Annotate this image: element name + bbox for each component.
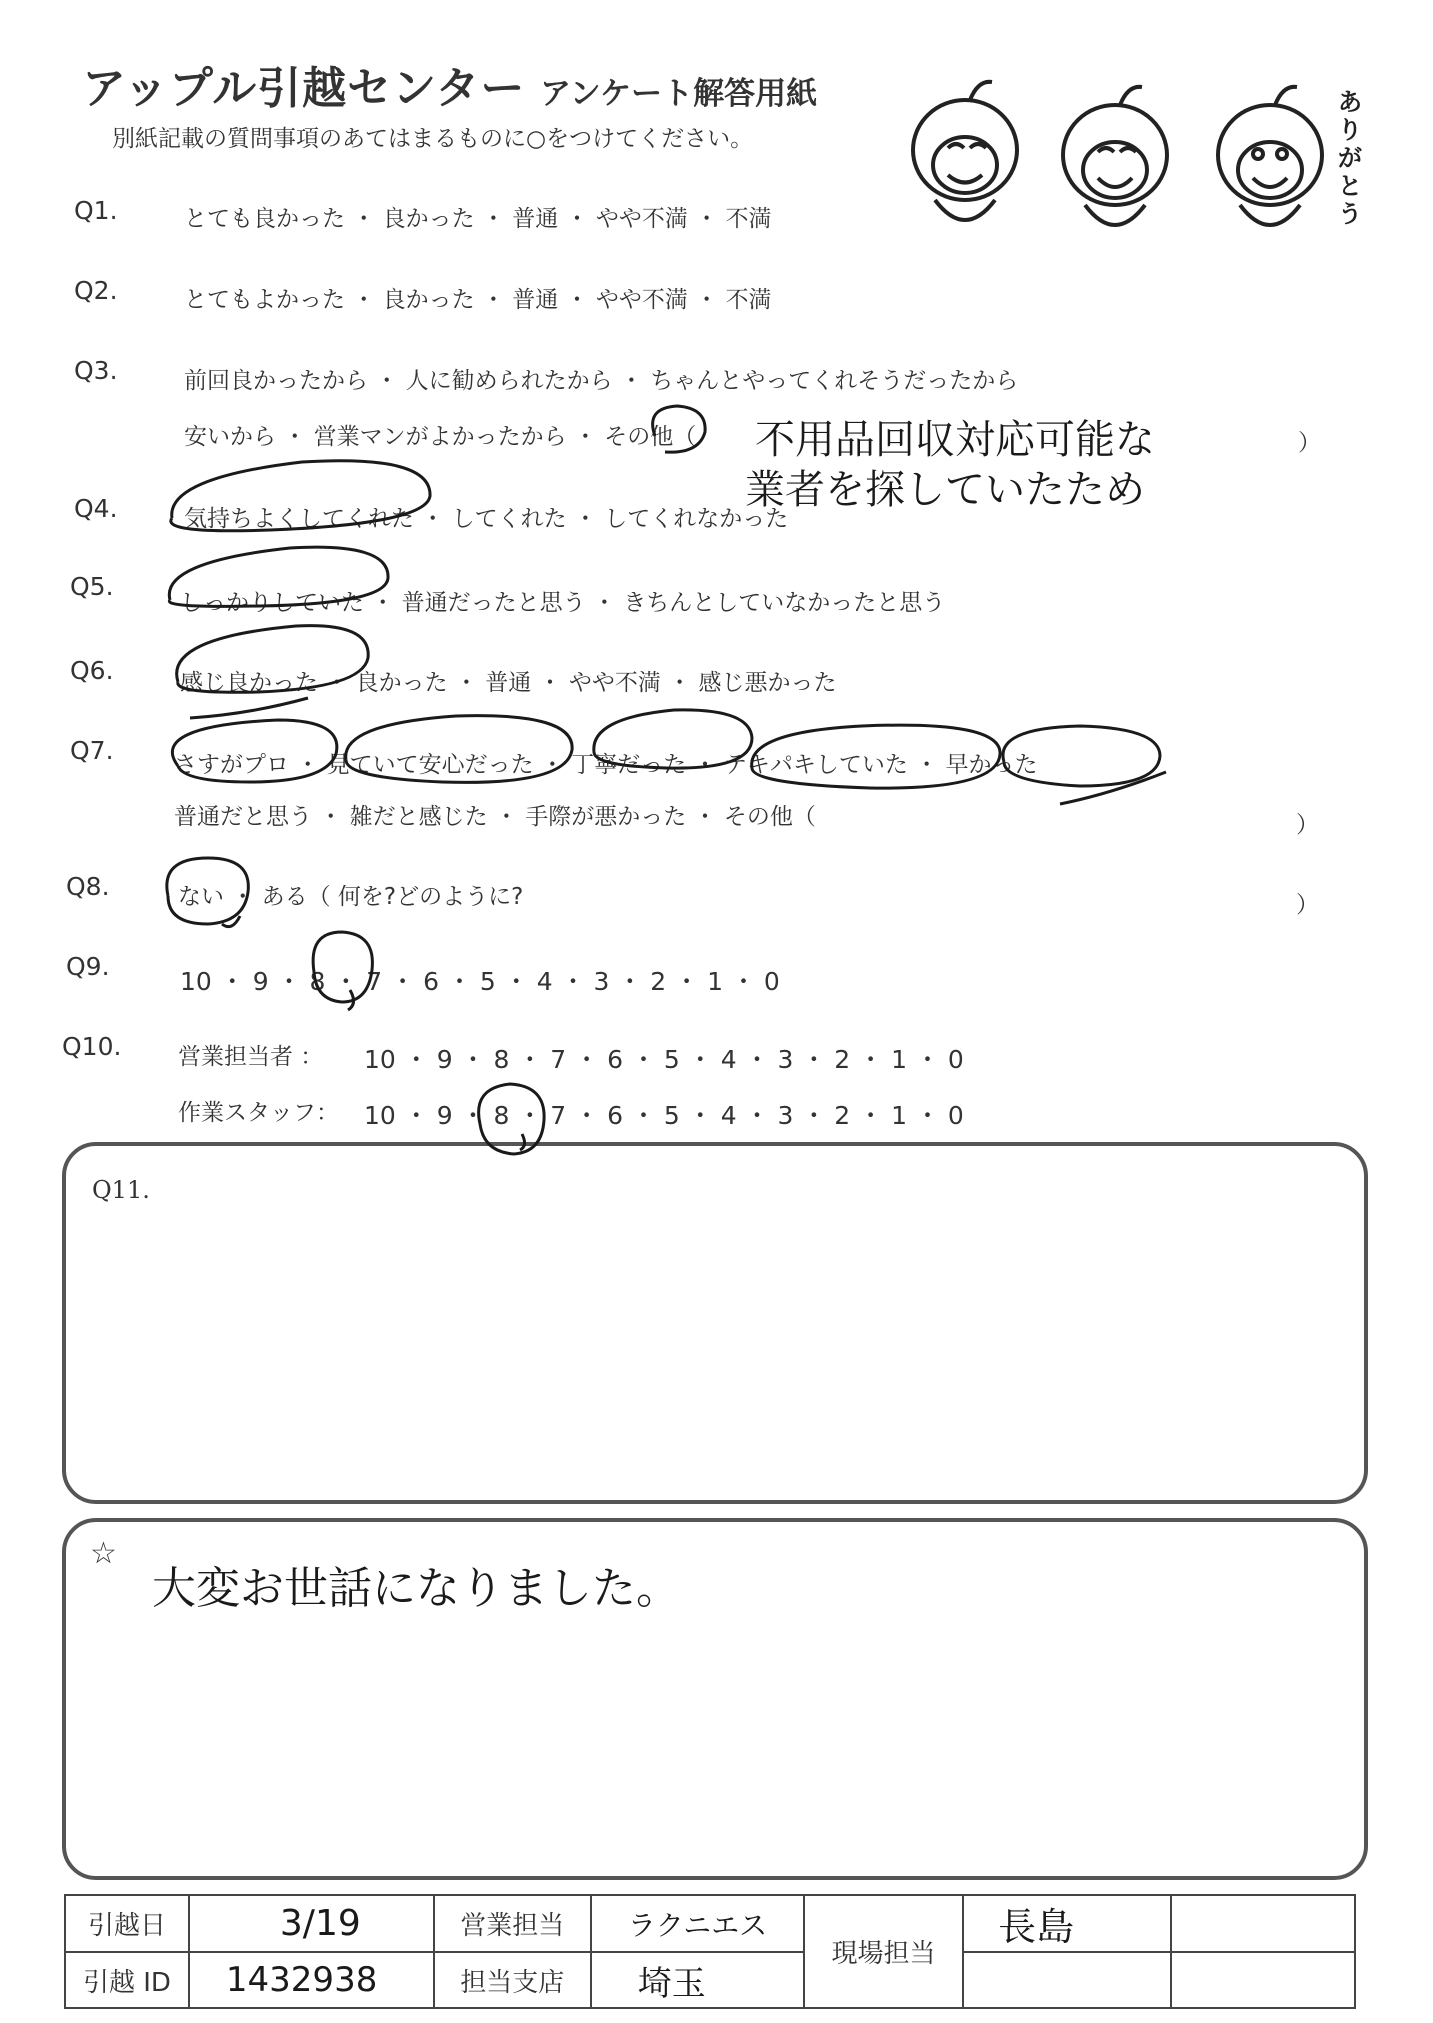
handwritten-comment: 大変お世話になりました。 [152, 1563, 680, 1614]
move-date-value: 3/19 [279, 1903, 361, 1944]
q1-options: とても良かった ・ 良かった ・ 普通 ・ やや不満 ・ 不満 [184, 206, 772, 232]
q8-label: Q8. [66, 872, 110, 901]
move-id-label: 引越 ID [65, 1952, 189, 2008]
form-subtitle: アンケート解答用紙 [540, 76, 818, 112]
site-rep-cell-3[interactable] [963, 1952, 1171, 2008]
q6-options: 感じ良かった ・ 良かった ・ 普通 ・ やや不満 ・ 感じ悪かった [180, 670, 837, 696]
star-icon: ☆ [90, 1536, 117, 1571]
q7-options-line1: さすがプロ ・ 見ていて安心だった ・ 丁寧だった ・ テキパキしていた ・ 早かった [174, 752, 1038, 778]
site-rep-cell-4[interactable] [1171, 1952, 1355, 2008]
sales-rep-value: ラクニエス [627, 1908, 768, 1942]
site-rep-label: 現場担当 [804, 1895, 963, 2008]
move-date-label: 引越日 [65, 1895, 189, 1952]
q4-options: 気持ちよくしてくれた ・ してくれた ・ してくれなかった [184, 506, 789, 532]
q3-options-line1: 前回良かったから ・ 人に勧められたから ・ ちゃんとやってくれそうだったから [184, 368, 1019, 394]
q9-scale: 10 ・ 9 ・ 8 ・ 7 ・ 6 ・ 5 ・ 4 ・ 3 ・ 2 ・ 1 ・ 0 [180, 967, 780, 996]
move-date-cell[interactable] [189, 1895, 434, 1952]
q7-options-line2: 普通だと思う ・ 雑だと感じた ・ 手際が悪かった ・ その他（ [174, 804, 816, 830]
q1-label: Q1. [74, 196, 118, 225]
site-rep-cell[interactable] [963, 1895, 1171, 1952]
move-id-cell[interactable] [189, 1952, 434, 2008]
q10-sales-label: 営業担当者 ： [178, 1044, 324, 1070]
branch-cell[interactable] [591, 1952, 804, 2008]
branch-label: 担当支店 [434, 1952, 591, 2008]
footer-table [64, 1894, 1356, 2009]
q2-options: とてもよかった ・ 良かった ・ 普通 ・ やや不満 ・ 不満 [184, 287, 772, 313]
q6-label: Q6. [70, 656, 114, 685]
form-instruction: 別紙記載の質問事項のあてはまるものに○をつけてください。 [112, 126, 754, 152]
branch-value: 埼玉 [637, 1963, 706, 2004]
q11-label: Q11. [92, 1176, 150, 1204]
site-rep-cell-2[interactable] [1171, 1895, 1355, 1952]
q3-options-line2: 安いから ・ 営業マンがよかったから ・ その他（ [184, 424, 697, 450]
q2-label: Q2. [74, 276, 118, 305]
q5-options: しっかりしていた ・ 普通だったと思う ・ きちんとしていなかったと思う [180, 590, 946, 616]
q5-label: Q5. [70, 572, 114, 601]
q10-label: Q10. [62, 1032, 122, 1061]
q3-close-paren: ） [1298, 430, 1321, 456]
q10-staff-scale: 10 ・ 9 ・ 8 ・ 7 ・ 6 ・ 5 ・ 4 ・ 3 ・ 2 ・ 1 ・ 0 [364, 1101, 964, 1130]
move-id-value: 1432938 [225, 1960, 378, 2000]
q9-label: Q9. [66, 952, 110, 981]
q8-close-paren: ） [1296, 892, 1319, 918]
q10-sales-scale: 10 ・ 9 ・ 8 ・ 7 ・ 6 ・ 5 ・ 4 ・ 3 ・ 2 ・ 1 ・ 0 [364, 1045, 964, 1074]
q8-options: ない ・ ある（ 何を?どのように? [178, 884, 524, 910]
q10-staff-label: 作業スタッフ： [178, 1100, 339, 1126]
q4-label: Q4. [74, 494, 118, 523]
sales-rep-label: 営業担当 [434, 1895, 591, 1952]
q3-label: Q3. [74, 356, 118, 385]
mascot-illustration [900, 70, 1360, 260]
q7-close-paren: ） [1296, 812, 1319, 838]
q11-answer-box[interactable] [62, 1142, 1368, 1504]
company-title: アップル引越センター [82, 63, 526, 114]
sales-rep-cell[interactable] [591, 1895, 804, 1952]
site-rep-value: 長島 [998, 1905, 1075, 1949]
q3-handwritten-line2: 業者を探していたため [745, 467, 1145, 513]
q7-label: Q7. [70, 736, 114, 765]
mascot-caption: ありがとう [1338, 88, 1362, 228]
q3-handwritten-line1: 不用品回収対応可能な [755, 417, 1155, 463]
